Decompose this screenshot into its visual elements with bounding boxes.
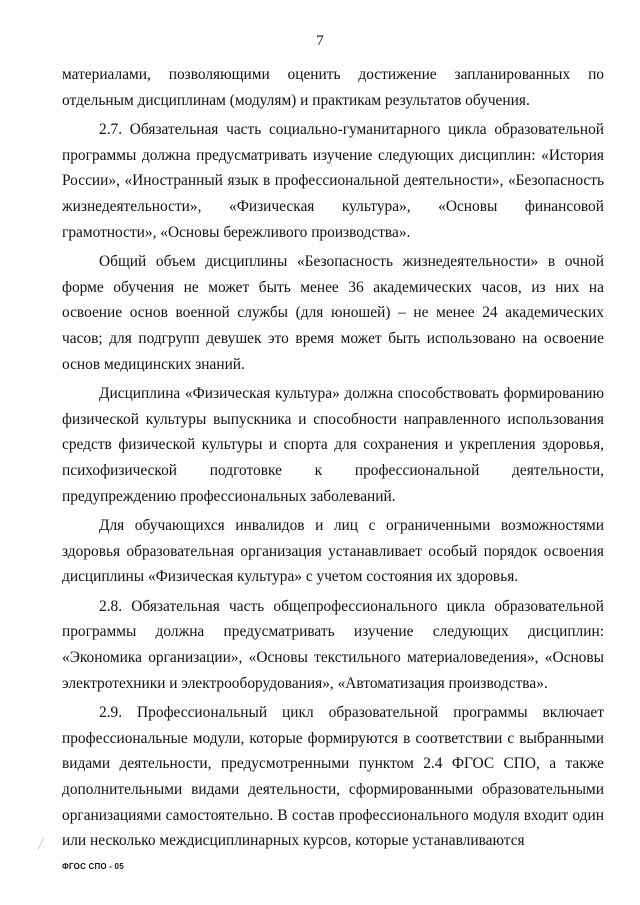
paragraph-2-7: 2.7. Обязательная часть социально-гуманитарного цикла образовательной программы должна предусматривать изучение следующих дисциплин: «История России», «Иностранный язык в профессиональной деятельности», «Безопасность жизнедеятельности», «Физическая культура», «Основы финансовой грамотности», «Основы бережливого производства». — [62, 121, 604, 241]
paragraph-disabled-students: Для обучающихся инвалидов и лиц с ограниченными возможностями здоровья образовательная организация устанавливает особый порядок освоения дисциплины «Физическая культура» с учетом состояния их здоровья. — [62, 517, 604, 586]
paragraph-continuation: материалами, позволяющими оценить достижение запланированных по отдельным дисциплинам (модулям) и практикам результатов обучения. — [62, 66, 604, 109]
paragraph-physical-culture: Дисциплина «Физическая культура» должна способствовать формированию физической культуры выпускника и способности направленного использования средств физической культуры и спорта для сохранения и укрепления здоровья, психофизической подготовке к профессиональной деятельности, предупреждению профессиональных заболеваний. — [62, 385, 604, 505]
document-footer: ФГОС СПО - 05 — [62, 862, 124, 871]
paragraph-2-9: 2.9. Профессиональный цикл образовательной программы включает профессиональные модули, которые формируются в соответствии с выбранными видами деятельности, предусмотренными пунктом 2.4 ФГОС СПО, а также дополнительными видами деятельности, сформированными образовательными организациями самостоятельно. В состав профессионального модуля входит один или несколько междисциплинарных курсов, которые устанавливаются — [62, 704, 604, 850]
page-number: 7 — [316, 33, 324, 49]
margin-pen-mark — [37, 837, 49, 853]
paragraph-life-safety-volume: Общий объем дисциплины «Безопасность жизнедеятельности» в очной форме обучения не может быть менее 36 академических часов, из них на освоение основ военной службы (для юношей) – не менее 24 академических часов; для подгрупп девушек это время может быть использовано на освоение основ медицинских знаний. — [62, 253, 604, 373]
paragraph-2-8: 2.8. Обязательная часть общепрофессионального цикла образовательной программы должна предусматривать изучение следующих дисциплин: «Экономика организации», «Основы текстильного материаловедения», «Основы электротехники и электрооборудования», «Автоматизация производства». — [62, 597, 604, 692]
document-body — [62, 62, 604, 858]
